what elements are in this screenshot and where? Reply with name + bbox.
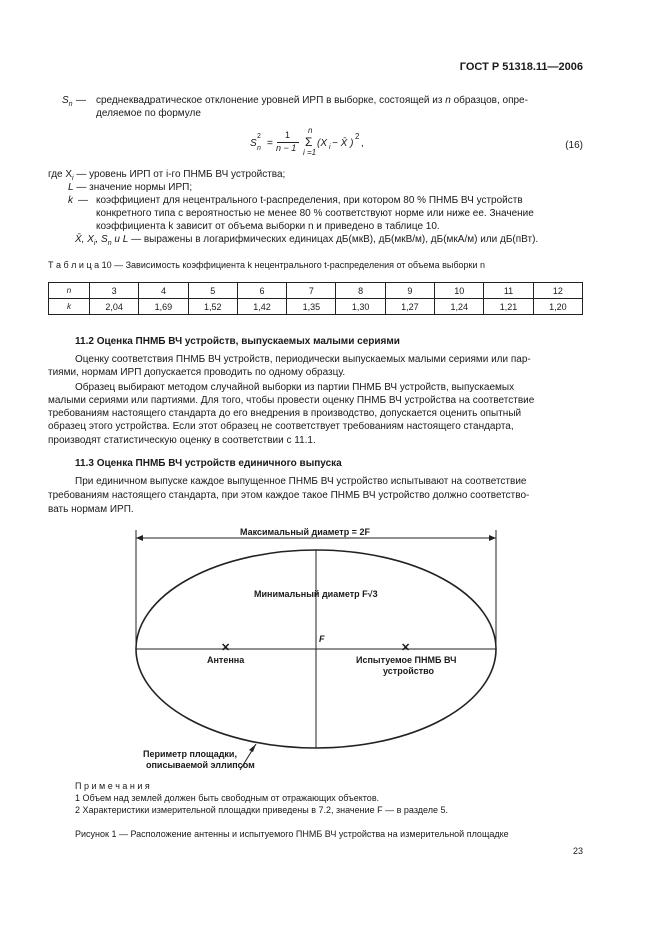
eut-label-line2: устройство [383,666,435,676]
sn-definition-line1: среднеквадратическое отклонение уровней ИРП в выборке, состоящей из n образцов, опре- [96,95,528,106]
note-2: 2 Характеристики измерительной площадки приведены в 7.2, значение F — в разделе 5. [75,805,448,815]
antenna-marker-icon: ✕ [221,642,231,654]
page-number: 23 [572,846,583,856]
min-diameter-label: Минимальный диаметр F√3 [254,589,378,599]
where-k-line3: коэффициента k зависит от объема выборки n и приведено в таблице 10. [96,221,440,232]
s112-p2-line3: требованиям настоящего стандарта до его внедрения в производство, допускается оценить опытный [48,408,522,419]
where-xi: где $X_i$ — уровень ИРП от i-го ПНМБ ВЧ устройства; [48,169,286,182]
s112-p2-line4: образец этого устройства. Если этот образец не соответствует требованиям настоящего стандарта, [48,421,514,432]
eut-label-line1: Испытуемое ПНМБ ВЧ [356,655,457,665]
table-cell: 5 [188,283,237,299]
antenna-label: Антенна [207,655,245,665]
s112-p2-line5: производят статистическую оценку в соответствии с 11.1. [48,435,316,446]
perimeter-label-line2: описываемой эллипсом [146,760,255,770]
note-1: 1 Объем над землей должен быть свободным от отражающих объектов. [75,793,380,803]
table-cell: 7 [287,283,336,299]
perimeter-leader-arrow [249,744,256,752]
table-cell: 10 [435,283,484,299]
table-cell: 1,30 [336,299,385,315]
where-k-line2: конкретного типа с вероятностью не менее 80 % соответствуют норме или ниже ее. Значение [96,208,534,219]
notes-heading: П р и м е ч а н и я [75,781,150,791]
s113-p1-line1: При единичном выпуске каждое выпущенное ПНМБ ВЧ устройство испытывают на соответствие [75,476,527,487]
table-cell: 1,21 [484,299,533,315]
table-cell: 1,20 [533,299,582,315]
section-11-3-title: 11.3 Оценка ПНМБ ВЧ устройств единичного выпуска [75,458,342,469]
formula-number: (16) [565,140,583,151]
table-cell: 1,52 [188,299,237,315]
table-cell: 11 [484,283,533,299]
table-cell: 4 [139,283,188,299]
perimeter-label-line1: Периметр площадки, [143,749,237,759]
where-k-symbol: k [68,195,73,206]
s113-p1-line3: вать нормам ИРП. [48,504,134,515]
row-label-k: k [49,299,90,315]
sn-dash: — [76,95,86,106]
where-k-dash: — [78,195,88,206]
where-units: X̄, $X_i$, $S_n$ и L — выражены в логарифмических единицах дБ(мкВ), дБ(мкВ/м), дБ(мкА/м) или дБ(пВт). [75,234,539,247]
table-cell: 1,35 [287,299,336,315]
max-diameter-label: Максимальный диаметр = 2F [236,527,374,537]
s112-p2-line1: Образец выбирают методом случайной выборки из партии ПНМБ ВЧ устройств, выпускаемых [75,382,515,393]
where-L: L — значение нормы ИРП; [68,182,193,193]
max-diameter-arrow-right [489,535,496,541]
sn-definition-line2: деляемое по формуле [96,108,201,119]
table-cell: 2,04 [90,299,139,315]
table-cell: 8 [336,283,385,299]
figure-caption: Рисунок 1 — Расположение антенны и испытуемого ПНМБ ВЧ устройства на измерительной площадке [75,829,509,839]
table-cell: 1,27 [385,299,434,315]
sn-symbol: $S_n$ [62,95,73,108]
eut-marker-icon: ✕ [401,642,411,654]
max-diameter-arrow-left [136,535,143,541]
s113-p1-line2: требованиям настоящего стандарта, при этом каждое такое ПНМБ ВЧ устройство должно соответство- [48,490,530,501]
doc-code: ГОСТ Р 51318.11—2006 [459,61,583,73]
table-cell: 9 [385,283,434,299]
s112-p1-line2: тиями, нормам ИРП допускается проводить по одному образцу. [48,367,346,378]
row-label-n: n [49,283,90,299]
table10-caption: Т а б л и ц а 10 — Зависимость коэффициента k нецентрального t-распределения от объема выборки n [48,260,485,270]
table-cell: 1,24 [435,299,484,315]
where-k-line1: коэффициент для нецентрального t-распределения, при котором 80 % ПНМБ ВЧ устройств [96,195,523,206]
table-cell: 3 [90,283,139,299]
s112-p2-line2: малыми сериями или партиями. Для того, чтобы провести оценку ПНМБ ВЧ устройства на соответствие [48,395,535,406]
table-cell: 6 [237,283,286,299]
s112-p1-line1: Оценку соответствия ПНМБ ВЧ устройств, периодически выпускаемых малыми сериями или пар- [75,354,531,365]
section-11-2-title: 11.2 Оценка ПНМБ ВЧ устройств, выпускаемых малыми сериями [75,336,400,347]
focus-label: F [319,634,325,644]
table-cell: 1,69 [139,299,188,315]
formula-16: S 2 n = 1 n − 1 n Σ i =1 (X i − X̄ ) 2 , [250,126,364,157]
table-cell: 1,42 [237,299,286,315]
table-cell: 12 [533,283,582,299]
